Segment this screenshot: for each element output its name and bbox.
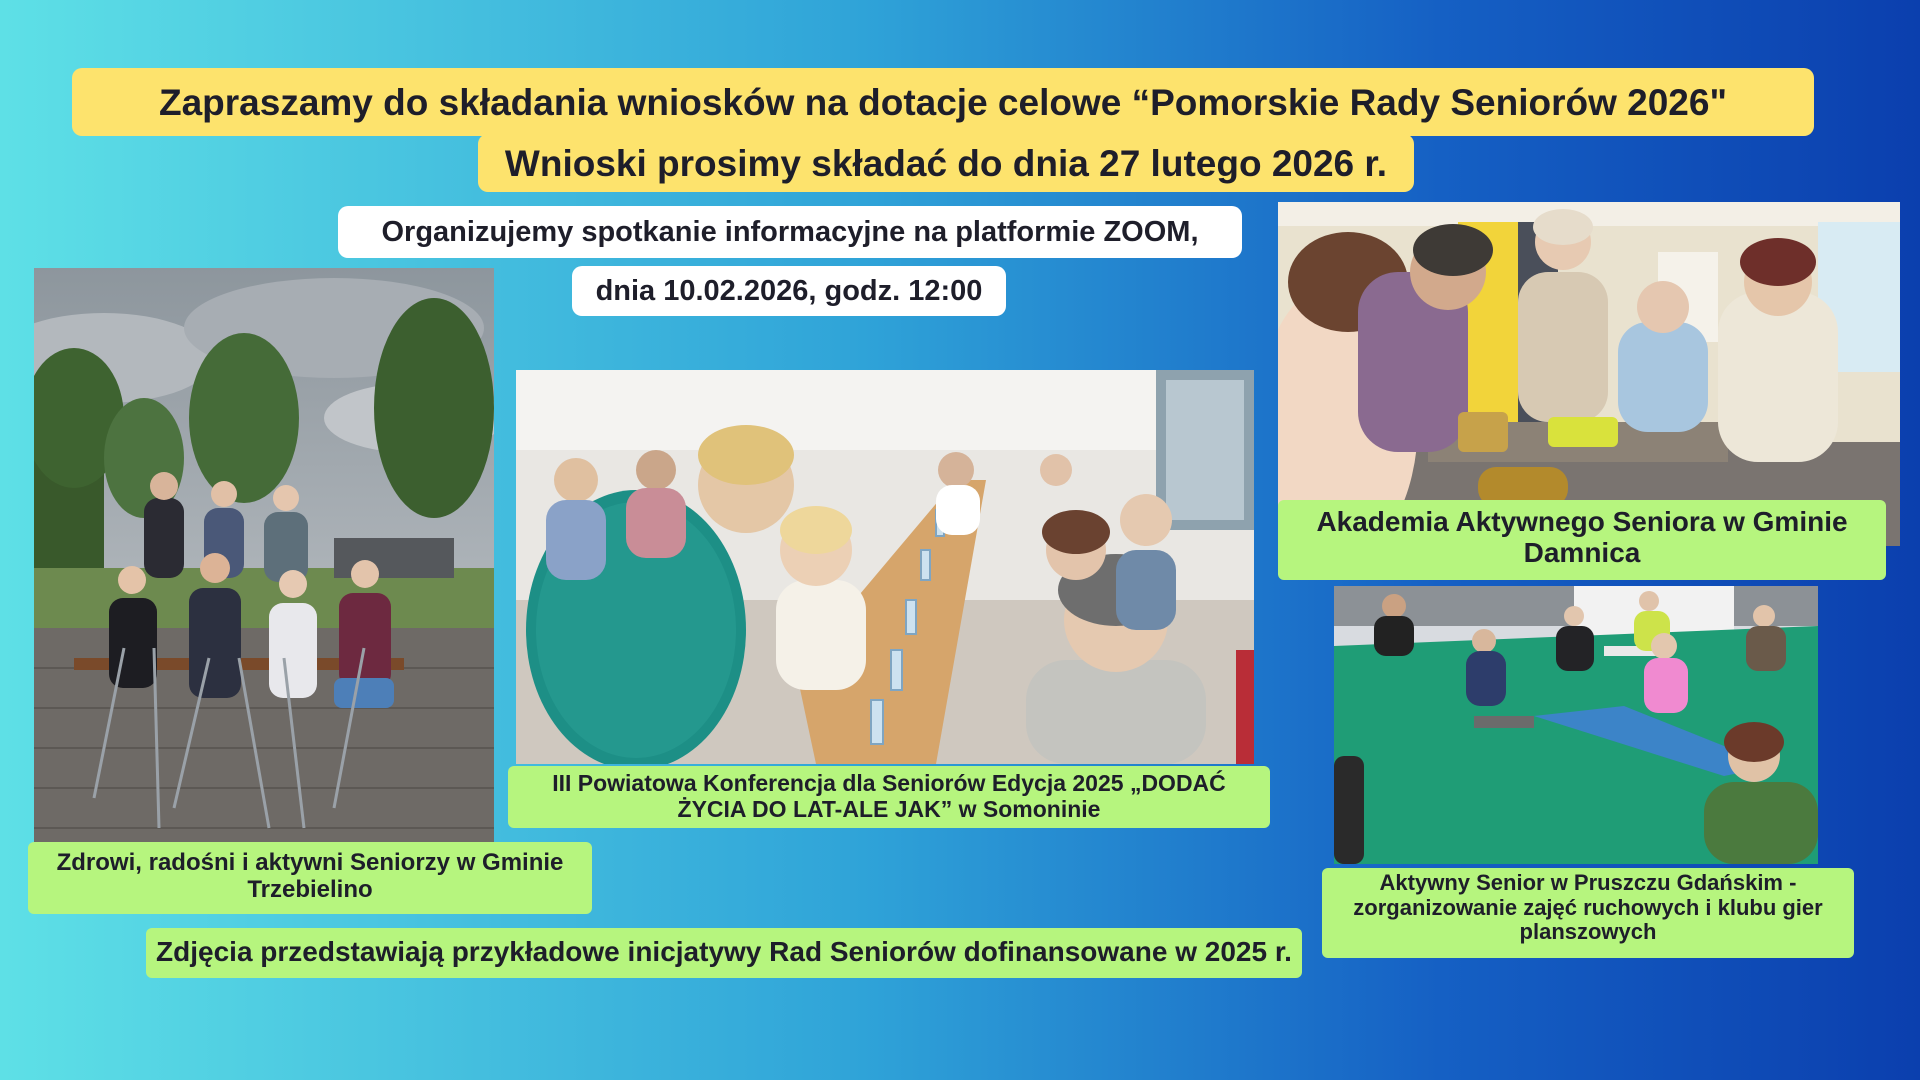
conference-illustration	[516, 370, 1254, 764]
meeting-line1: Organizujemy spotkanie informacyjne na platformie ZOOM,	[381, 216, 1199, 248]
deadline-banner	[478, 134, 1414, 192]
deadline-line: Wnioski prosimy składać do dnia 27 lutego 2026 r.	[504, 143, 1388, 184]
photo-damnica-workshop	[1278, 202, 1900, 546]
meeting-banner	[338, 206, 1242, 258]
workshop-illustration	[1278, 202, 1900, 546]
caption-somonino-text: III Powiatowa Konferencja dla Seniorów Edycja 2025 „DODAĆ ŻYCIA DO LAT-ALE JAK” w Somoninie	[552, 770, 1226, 822]
headline-banner	[72, 68, 1814, 136]
caption-trzebielino	[28, 842, 592, 914]
caption-pruszcz	[1322, 868, 1854, 958]
caption-damnica-text: Akademia Aktywnego Seniora w Gminie Damnica	[1316, 506, 1848, 569]
photo-pruszcz-exercise	[1334, 586, 1818, 864]
outdoor-group-illustration	[34, 268, 494, 842]
headline-line1: Zapraszamy do składania wniosków na dotacje celowe “Pomorskie Rady Seniorów 2026"	[159, 82, 1727, 123]
caption-pruszcz-text: Aktywny Senior w Pruszczu Gdańskim - zorganizowanie zajęć ruchowych i klubu gier planszowych	[1353, 870, 1823, 945]
footer-note	[146, 928, 1302, 978]
photo-somonino-conference	[516, 370, 1254, 764]
photo-trzebielino-seniors	[34, 268, 494, 842]
footer-note-text: Zdjęcia przedstawiają przykładowe inicjatywy Rad Seniorów dofinansowane w 2025 r.	[156, 936, 1292, 967]
exercise-class-illustration	[1334, 586, 1818, 864]
caption-trzebielino-text: Zdrowi, radośni i aktywni Seniorzy w Gminie Trzebielino	[56, 849, 564, 903]
caption-somonino	[508, 766, 1270, 828]
meeting-date-banner	[572, 266, 1006, 316]
caption-damnica	[1278, 500, 1886, 580]
meeting-line2: dnia 10.02.2026, godz. 12:00	[595, 275, 983, 307]
